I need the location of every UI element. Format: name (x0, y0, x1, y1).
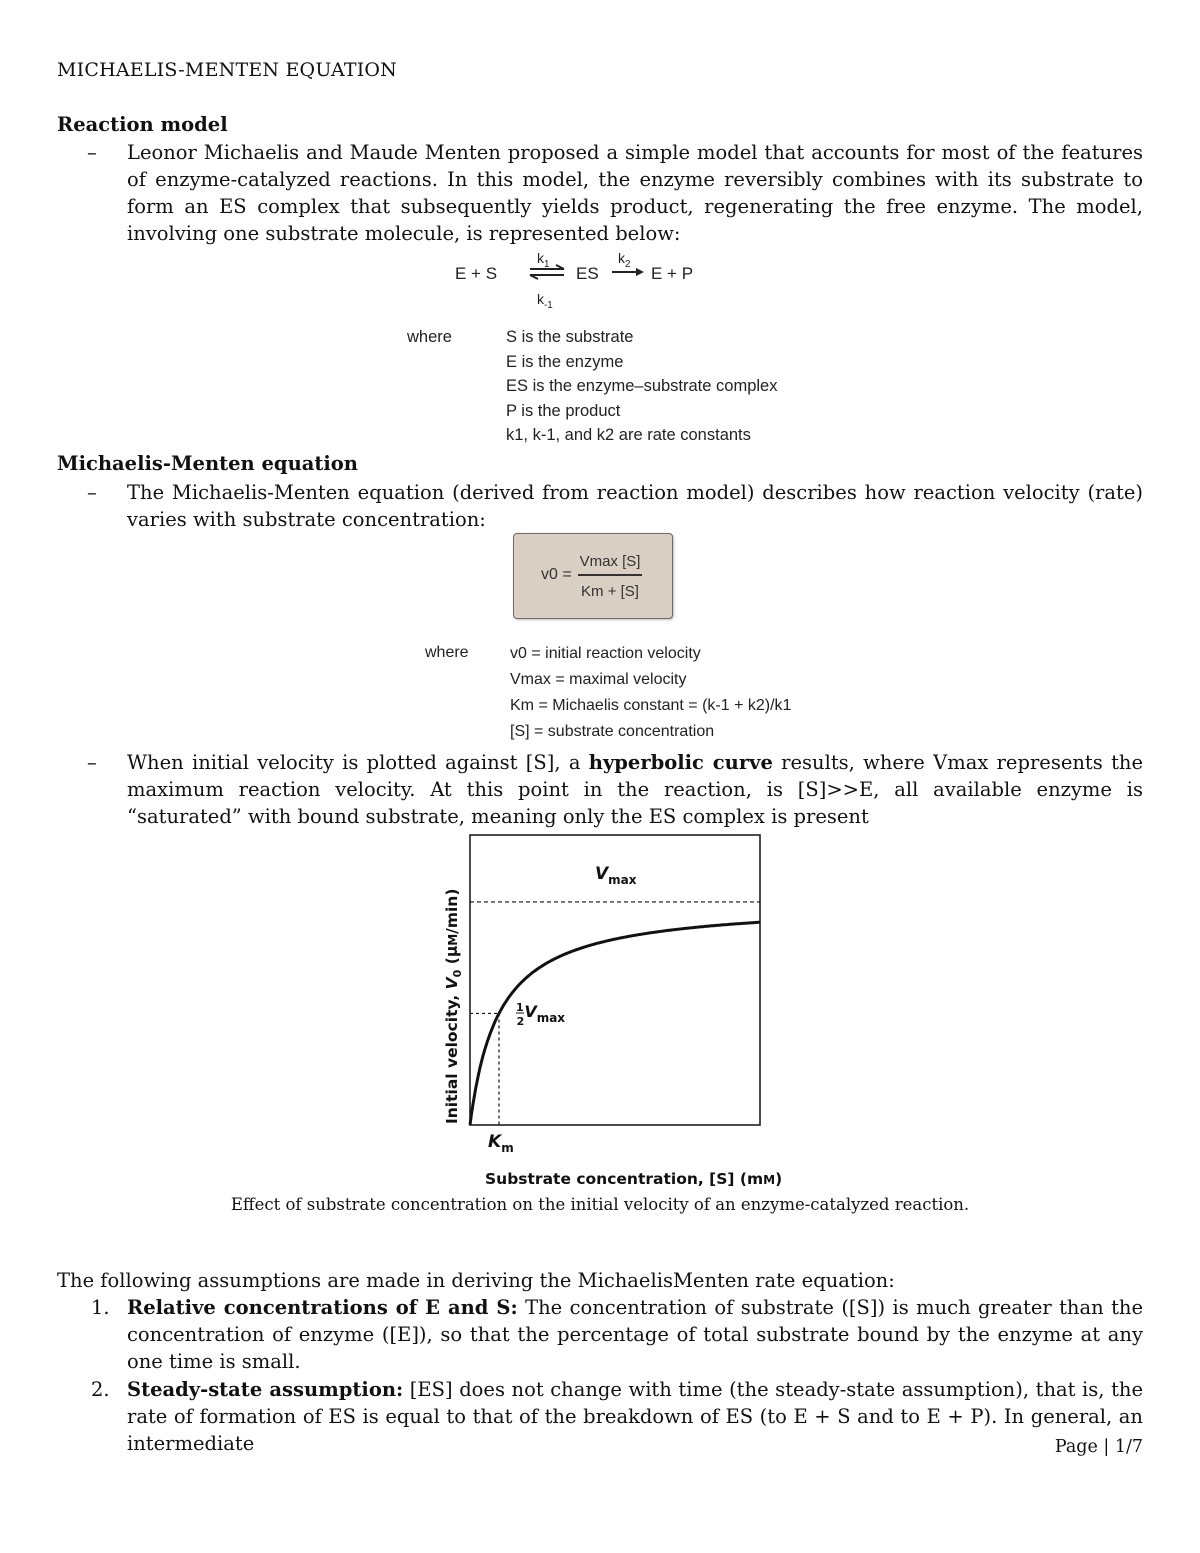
x-axis-label: Substrate concentration, [S] (mM) (485, 1170, 783, 1188)
reaction-lhs: E + S (455, 264, 498, 283)
text-run: results, where Vmax represents the maximum reaction velocity. At this point in the reaction, is [S]>>E, all available enzyme is “saturated” with bound substrate, meaning only the ES complex is present (127, 751, 1144, 828)
assumption-item-1 (57, 1294, 1143, 1375)
forward-arrow-icon (610, 266, 646, 278)
equation-box (513, 533, 673, 619)
equation-denominator: Km + [S] (581, 583, 639, 600)
half-vmax-label: $^1$ $2V_{max}$ (516, 1001, 566, 1028)
mm-curve-figure (440, 832, 783, 1192)
text-run: When initial velocity is plotted against [S], a (127, 751, 589, 774)
assumptions-intro: The following assumptions are made in deriving the MichaelisMenten rate equation: (57, 1269, 895, 1292)
where-item: E is the enzyme (506, 352, 624, 371)
assumption-title: Relative concentrations of E and S: (127, 1296, 518, 1319)
fraction-bar (578, 574, 642, 576)
reversible-arrow-icon (528, 264, 568, 280)
text-run: [ES] does not change with time (the steady-state assumption), that is, the rate of formation of ES is equal to that of the breakdown of ES (to E + S and to E + P). In general, an intermediate (127, 1378, 1143, 1455)
paragraph-hyperbolic (127, 749, 1143, 830)
list-number: 2. (91, 1378, 110, 1401)
reaction-es: ES (576, 264, 599, 283)
equation-numerator: Vmax [S] (579, 553, 641, 570)
where-item: Vmax = maximal velocity (510, 671, 687, 688)
bullet-reaction-model (57, 139, 1143, 247)
bold-term: hyperbolic curve (588, 751, 773, 774)
assumptions-intro-block (57, 1267, 1143, 1294)
km-label: $K_m$ (488, 1132, 514, 1155)
where-label-2: where (425, 644, 469, 661)
page-footer: Page | 1/7 (1054, 1437, 1143, 1457)
where-list-1 (506, 325, 846, 448)
bullet-dash: – (87, 141, 97, 164)
reaction-rhs: E + P (651, 264, 694, 283)
where-item: S is the substrate (506, 328, 634, 346)
rate-k2: $k_2$ (618, 250, 631, 270)
list-number: 1. (91, 1296, 110, 1319)
where-item: ES is the enzyme–substrate complex (506, 377, 778, 395)
rate-k1: $k_1$ (537, 250, 550, 270)
where-list-2 (510, 641, 830, 745)
bullet-dash: – (87, 481, 97, 504)
paragraph-mm-equation: The Michaelis-Menten equation (derived from reaction model) describes how reaction velocity (rate) varies with substrate concentration: (127, 481, 1143, 531)
paragraph-reaction-model: Leonor Michaelis and Maude Menten proposed a simple model that accounts for most of the features of enzyme-catalyzed reactions. In this model, the enzyme reversibly combines with its substrate to form an ES complex that subsequently yields product, regenerating the free enzyme. The model, involving one substrate molecule, is represented below: (127, 141, 1143, 245)
assumption-text (127, 1294, 1143, 1375)
where-item: Km = Michaelis constant = (k-1 + k2)/k1 (510, 697, 792, 714)
assumption-title: Steady-state assumption: (127, 1378, 404, 1401)
text-run: The concentration of substrate ([S]) is much greater than the concentration of enzyme ([E]), so that the percentage of total substrate bound by the enzyme at any one time is small. (127, 1296, 1144, 1373)
y-axis-label: Initial velocity, $V_0$ (μM/min) (443, 888, 464, 1124)
bullet-mm-equation (57, 479, 1143, 533)
where-item: k1, k-1, and k2 are rate constants (506, 426, 751, 444)
assumption-text (127, 1376, 1143, 1457)
equation-lhs: v0 = (541, 566, 572, 583)
bullet-hyperbolic (57, 749, 1143, 830)
vmax-label: $V_{max}$ (595, 864, 637, 887)
bullet-dash: – (87, 751, 97, 774)
page-title: MICHAELIS-MENTEN EQUATION (57, 59, 398, 81)
section-heading-mm-equation: Michaelis-Menten equation (57, 452, 358, 475)
rate-k-minus-1: $k_{-1}$ (537, 291, 553, 311)
figure-caption: Effect of substrate concentration on the initial velocity of an enzyme-catalyzed reaction. (230, 1195, 970, 1214)
where-label-1: where (407, 328, 452, 346)
assumption-item-2 (57, 1376, 1143, 1457)
where-item: v0 = initial reaction velocity (510, 645, 701, 662)
where-item: [S] = substrate concentration (510, 723, 715, 740)
section-heading-reaction-model: Reaction model (57, 113, 228, 136)
where-item: P is the product (506, 401, 621, 420)
